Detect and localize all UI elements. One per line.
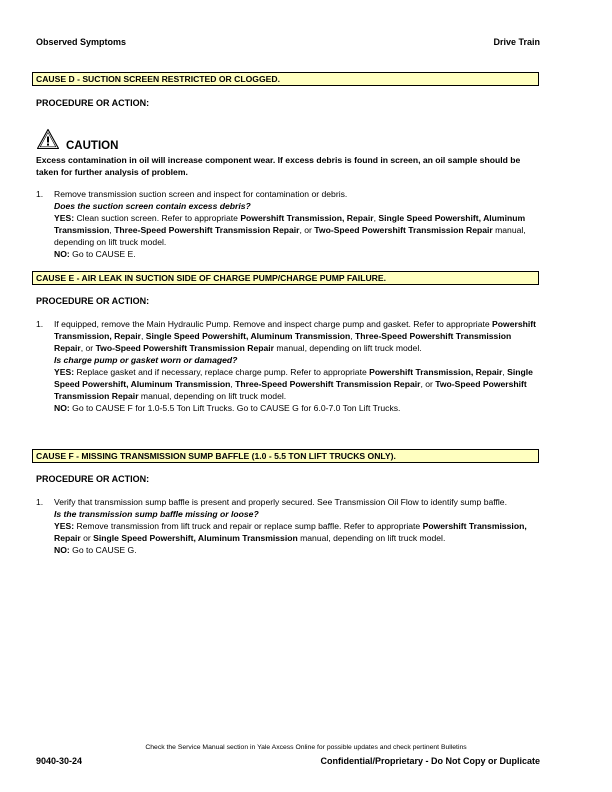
step-no-answer: NO: Go to CAUSE G. [54,545,137,555]
step-yes-answer: YES: Clean suction screen. Refer to appropriate Powershift Transmission, Repair, Single Speed Powershift, Aluminum Transmission, Three-Speed Powershift Transmission Repair, or Two-Speed Powershift Transmission Repair manual, depending on lift truck model. [54,213,526,247]
step-number: 1. [36,319,44,329]
step-number: 1. [36,497,44,507]
footer-confidential: Confidential/Proprietary - Do Not Copy or Duplicate [320,756,540,766]
step-question: Is the transmission sump baffle missing or loose? [54,509,259,519]
cause-e-procedure-label: PROCEDURE OR ACTION: [36,296,150,306]
step-yes-answer: YES: Replace gasket and if necessary, replace charge pump. Refer to appropriate Powershift Transmission, Repair, Single Speed Powershift, Aluminum Transmission, Three-Speed Powershift Transmission Repair, or Two-Speed Powershift Transmission Repair manual, depending on lift truck model. [54,367,533,401]
cause-e-step-1 [36,318,542,414]
caution-warning-icon [36,128,60,150]
caution-label: CAUTION [66,140,119,152]
cause-d-heading: CAUSE D - SUCTION SCREEN RESTRICTED OR CLOGGED. [32,72,539,86]
step-question: Is charge pump or gasket worn or damaged? [54,355,238,365]
cause-f-heading: CAUSE F - MISSING TRANSMISSION SUMP BAFFLE (1.0 - 5.5 TON LIFT TRUCKS ONLY). [32,449,539,463]
step-instruction: If equipped, remove the Main Hydraulic Pump. Remove and inspect charge pump and gasket. Refer to appropriate Powershift Transmission, Repair, Single Speed Powershift, Aluminum Transmission, Three-Speed Powershift Transmission Repair, or Two-Speed Powershift Transmission Repair manual, depending on lift truck model. [54,319,536,353]
header-section-title: Observed Symptoms [36,37,127,47]
caution-text: Excess contamination in oil will increase component wear. If excess debris is found in screen, an oil sample should be taken for further analysis of problem. [36,155,521,177]
cause-e-heading: CAUSE E - AIR LEAK IN SUCTION SIDE OF CHARGE PUMP/CHARGE PUMP FAILURE. [32,271,539,285]
step-question: Does the suction screen contain excess debris? [54,201,251,211]
step-instruction: Verify that transmission sump baffle is present and properly secured. See Transmission Oil Flow to identify sump baffle. [54,497,507,507]
step-number: 1. [36,189,44,199]
cause-f-step-1 [36,496,542,556]
step-no-answer: NO: Go to CAUSE F for 1.0-5.5 Ton Lift Trucks. Go to CAUSE G for 6.0-7.0 Ton Lift Trucks. [54,403,401,413]
step-yes-answer: YES: Remove transmission from lift truck and repair or replace sump baffle. Refer to appropriate Powershift Transmission, Repair or Single Speed Powershift, Aluminum Transmission manual, depending on lift truck model. [54,521,527,543]
step-no-answer: NO: Go to CAUSE E. [54,249,136,259]
cause-d-procedure-label: PROCEDURE OR ACTION: [36,98,150,108]
footer-note: Check the Service Manual section in Yale Axcess Online for possible updates and check pertinent Bulletins [145,744,467,751]
cause-d-step-1 [36,188,542,260]
header-chapter-title: Drive Train [493,37,540,47]
step-instruction: Remove transmission suction screen and inspect for contamination or debris. [54,189,348,199]
cause-f-procedure-label: PROCEDURE OR ACTION: [36,474,150,484]
footer-page-number: 9040-30-24 [36,756,83,766]
